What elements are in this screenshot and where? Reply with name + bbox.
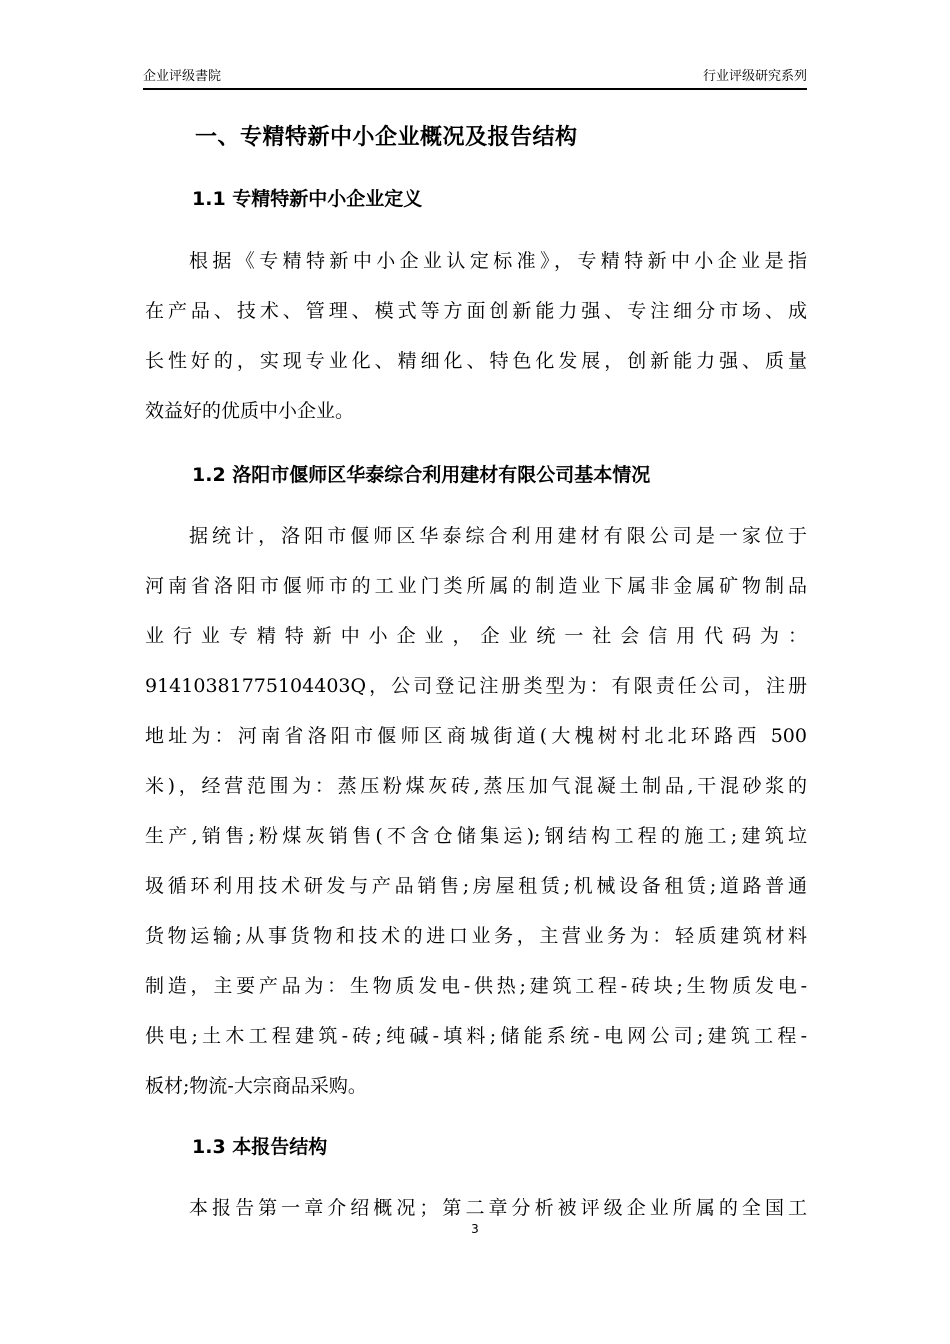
text-line: 制造，主要产品为：生物质发电-供热;建筑工程-砖块;生物质发电- — [145, 975, 807, 997]
text-line: 91410381775104403Q，公司登记注册类型为：有限责任公司，注册 — [145, 675, 807, 697]
text-line: 根据《专精特新中小企业认定标准》，专精特新中小企业是指 — [189, 250, 807, 272]
section-heading-1-3: 1.3 本报告结构 — [192, 1136, 328, 1158]
page-number: 3 — [471, 1222, 479, 1236]
text-line: 据统计，洛阳市偃师区华泰综合利用建材有限公司是一家位于 — [189, 525, 807, 547]
text-line: 米)，经营范围为：蒸压粉煤灰砖,蒸压加气混凝土制品,干混砂浆的 — [145, 775, 807, 797]
text-line: 地址为：河南省洛阳市偃师区商城街道(大槐树村北北环路西 500 — [145, 725, 807, 747]
page-header — [143, 68, 807, 90]
text-line: 长性好的，实现专业化、精细化、特色化发展，创新能力强、质量 — [145, 350, 807, 372]
text-line: 河南省洛阳市偃师市的工业门类所属的制造业下属非金属矿物制品 — [145, 575, 807, 597]
header-publisher: 企业评级書院 — [143, 69, 222, 84]
text-line: 板材;物流-大宗商品采购。 — [145, 1075, 367, 1097]
chapter-title: 一、专精特新中小企业概况及报告结构 — [195, 125, 578, 150]
section-heading-1-2: 1.2 洛阳市偃师区华泰综合利用建材有限公司基本情况 — [192, 464, 651, 486]
text-line: 生产,销售;粉煤灰销售(不含仓储集运);钢结构工程的施工;建筑垃 — [145, 825, 807, 847]
section-1-2-paragraph — [145, 511, 807, 1111]
text-line: 本报告第一章介绍概况；第二章分析被评级企业所属的全国工 — [189, 1197, 807, 1219]
text-line: 业行业专精特新中小企业，企业统一社会信用代码为： — [145, 625, 807, 647]
text-line: 货物运输;从事货物和技术的进口业务，主营业务为：轻质建筑材料 — [145, 925, 807, 947]
text-line: 圾循环利用技术研发与产品销售;房屋租赁;机械设备租赁;道路普通 — [145, 875, 807, 897]
text-line: 在产品、技术、管理、模式等方面创新能力强、专注细分市场、成 — [145, 300, 807, 322]
text-line: 效益好的优质中小企业。 — [145, 400, 355, 422]
section-heading-1-1: 1.1 专精特新中小企业定义 — [192, 188, 423, 210]
header-series: 行业评级研究系列 — [702, 69, 807, 84]
section-1-1-paragraph — [145, 236, 807, 436]
text-line: 供电;土木工程建筑-砖;纯碱-填料;储能系统-电网公司;建筑工程- — [145, 1025, 807, 1047]
